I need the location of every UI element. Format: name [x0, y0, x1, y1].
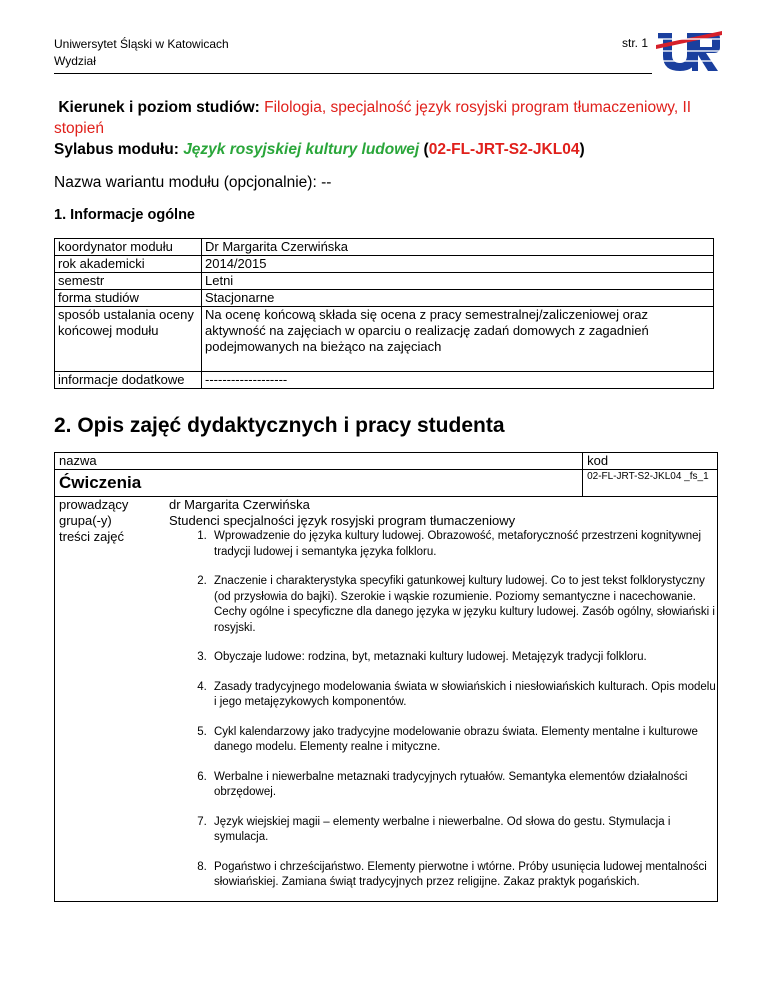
- section1-heading: 1. Informacje ogólne: [54, 207, 195, 223]
- program-value: Filologia, specjalność język rosyjski program tłumaczeniowy, II stopień: [54, 99, 692, 137]
- info-value: Stacjonarne: [202, 290, 714, 307]
- info-row: [55, 290, 714, 307]
- header-left: [54, 36, 229, 70]
- program-line: [54, 97, 714, 139]
- university-name: Uniwersytet Śląski w Katowicach: [54, 37, 229, 51]
- section2-heading: 2. Opis zajęć dydaktycznych i pracy studenta: [54, 414, 505, 437]
- content-item: 2. Znaczenie i charakterystyka specyfiki gatunkowej kultury ludowej. Co to jest tekst folklorystyczny (od przysłowia do bajki). Szerokie i wąskie rozumienie. Poziomy semantyczne i nacechowanie. Cechy ogólne i specyficzne dla danego języka w języku kultury ludowej. Zasób ogólny, słowiański i rosyjski.: [210, 574, 717, 636]
- content-item: 6. Werbalne i niewerbalne metaznaki tradycyjnych rytuałów. Semantyka elementów działalności obrzędowej.: [210, 770, 717, 801]
- general-info-table: [54, 238, 714, 389]
- content-item: 3. Obyczaje ludowe: rodzina, byt, metaznaki kultury ludowej. Metajęzyk tradycji folkloru.: [210, 650, 717, 666]
- variant-line: Nazwa wariantu modułu (opcjonalnie): --: [54, 174, 332, 191]
- content-item: 8. Pogaństwo i chrześcijaństwo. Elementy pierwotne i wtórne. Próby usunięcia ludowej mentalności słowiańskiej. Zamiana świąt tradycyjnych przez religijne. Zakaz praktyk pogańskich.: [210, 860, 717, 891]
- info-key: semestr: [55, 273, 202, 290]
- info-value: Na ocenę końcową składa się ocena z pracy semestralnej/zaliczeniowej oraz aktywność na zajęciach w oparciu o realizację zadań domowych z zagadnień podejmowanych na bieżąco na zajęciach: [202, 307, 714, 372]
- page-number: str. 1: [622, 36, 649, 50]
- info-row: [55, 239, 714, 256]
- info-key: informacje dodatkowe: [55, 372, 202, 389]
- group-value: Studenci specjalności język rosyjski program tłumaczeniowy: [169, 513, 516, 528]
- content-list: [169, 529, 717, 891]
- info-row: [55, 273, 714, 290]
- content-cell: [169, 529, 717, 901]
- department-name: Wydział: [54, 54, 96, 68]
- module-line: Sylabus modułu: Język rosyjskiej kultury ludowej (02-FL-JRT-S2-JKL04): [54, 141, 585, 158]
- info-value: Dr Margarita Czerwińska: [202, 239, 714, 256]
- leader-value: dr Margarita Czerwińska: [169, 497, 310, 512]
- content-item: 7. Język wiejskiej magii – elementy werbalne i niewerbalne. Od słowa do gestu. Stymulacja i symulacja.: [210, 815, 717, 846]
- info-key: koordynator modułu: [55, 239, 202, 256]
- info-row: [55, 256, 714, 273]
- class-title-cell: [55, 470, 583, 497]
- header-divider: [54, 73, 652, 74]
- title-block: [54, 97, 714, 160]
- info-row: [55, 372, 714, 389]
- leader-label: prowadzący: [59, 497, 129, 512]
- class-name-cell: [55, 453, 583, 470]
- module-label: Sylabus modułu:: [54, 141, 179, 158]
- class-code-cell: [583, 453, 718, 470]
- group-label: grupa(-y): [59, 513, 112, 528]
- content-item: 1. Wprowadzenie do języka kultury ludowej. Obrazowość, metaforyczność przestrzeni kognitywnej tradycji ludowej i semantyka języka folkloru.: [210, 529, 717, 560]
- module-code: 02-FL-JRT-S2-JKL04: [428, 141, 580, 158]
- info-key: sposób ustalania oceny końcowej modułu: [55, 307, 202, 372]
- class-code: 02-FL-JRT-S2-JKL04 _fs_1: [587, 471, 709, 482]
- class-title: Ćwiczenia: [59, 473, 142, 492]
- module-name: Język rosyjskiej kultury ludowej: [183, 141, 420, 158]
- class-details: [55, 497, 717, 901]
- content-label: treści zajęć: [59, 529, 125, 544]
- program-label: Kierunek i poziom studiów:: [58, 99, 260, 116]
- university-logo: [656, 25, 722, 75]
- info-value: -------------------: [202, 372, 714, 389]
- name-label: nazwa: [59, 453, 97, 468]
- info-value: Letni: [202, 273, 714, 290]
- info-key: rok akademicki: [55, 256, 202, 273]
- code-label: kod: [587, 453, 609, 468]
- content-item: 4. Zasady tradycyjnego modelowania świata w słowiańskich i niesłowiańskich kulturach. Opis modelu i jego metajęzykowych komponentów.: [210, 680, 717, 711]
- content-item: 5. Cykl kalendarzowy jako tradycyjne modelowanie obrazu świata. Elementy mentalne i kulturowe danego modelu. Elementy realne i mityczne.: [210, 725, 717, 756]
- info-key: forma studiów: [55, 290, 202, 307]
- class-details-cell: [55, 497, 718, 902]
- class-description-table: [54, 452, 718, 902]
- class-code-value-cell: [583, 470, 718, 497]
- info-row: [55, 307, 714, 372]
- info-value: 2014/2015: [202, 256, 714, 273]
